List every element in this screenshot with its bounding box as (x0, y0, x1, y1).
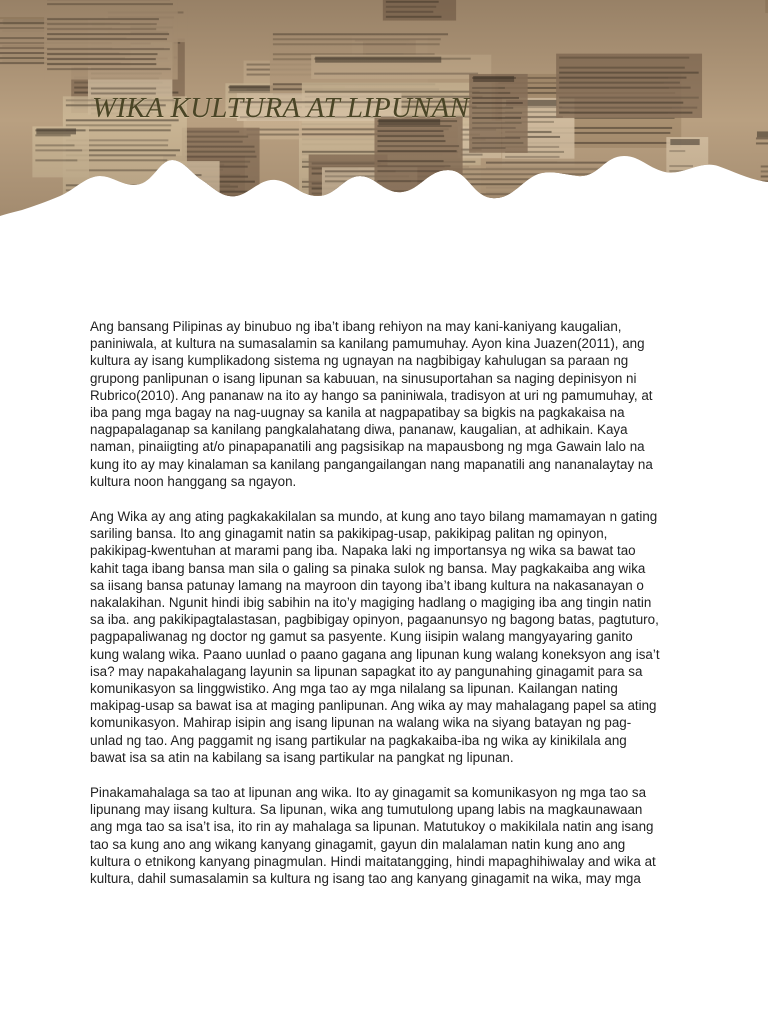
header-banner (0, 0, 768, 240)
document-title: WIKA KULTURA AT LIPUNAN (92, 92, 470, 124)
paragraph-intro: Ang bansang Pilipinas ay binubuo ng iba’t ibang rehiyon na may kani-kaniyang kaugalian, paniniwala, at kultura na sumasalamin sa kanilang pamumuhay. Ayon kina Juazen(2011), ang kultura ay isang kumplikadong sistema ng ugnayan na nagbibigay kahulugan sa paraan ng grupong panlipunan o isang lipunan sa kabuuan, na sinusuportahan sa naging depinisyon ni Rubrico(2010). Ang pananaw na ito ay hango sa paniniwala, tradisyon at uri ng pamumuhay, at iba pang mga bagay na nag-uugnay sa kanila at nagpapatibay sa bigkis na pagkakaisa na nagpapalaganap sa kanilang pangkalahatang diwa, pananaw, kaugalian, at adhikain. Kaya naman, pinaiigting at/o pinapapanatili ang pagsisikap na mapausbong ng mga Gawain lalo na kung ito ay may kinalaman sa kanilang pangangailangan nang mapanatili ang nananalaytay na kultura noon hanggang sa ngayon. (90, 319, 653, 489)
paragraph-lipunan: Pinakamahalaga sa tao at lipunan ang wika. Ito ay ginagamit sa komunikasyon ng mga tao sa lipunang may iisang kultura. Sa lipunan, wika ang tumutulong upang labis na magkaunawaan ang mga tao sa isa’t isa, ito rin ay mahalaga sa lipunan. Matutukoy o makikilala natin ang isang tao sa kung ano ang wikang kanyang ginagamit, gayun din malalaman natin kung ano ang kultura o etnikong kanyang pinagmulan. Hindi maitatangging, hindi mapaghihiwalay and wika at kultura, dahil sumasalamin sa kultura ng isang tao ang kanyang ginagamit na wika, may mga (90, 785, 656, 887)
document-body (90, 318, 690, 905)
paragraph-wika: Ang Wika ay ang ating pagkakakilalan sa mundo, at kung ano tayo bilang mamamayan n gating sariling bansa. Ito ang ginagamit natin sa pakikipag-usap, pakikipag palitan ng opinyon, pakikipag-kwentuhan at marami pang iba. Napaka laki ng importansya ng wika sa bawat tao kahit taga ibang bansa man sila o galing sa pinaka sulok ng bansa. May pagkakaiba ang wika sa iisang bansa patunay lamang na mayroon din tayong iba’t ibang kultura na nakasanayan o nakalakihan. Ngunit hindi ibig sabihin na ito’y magiging hadlang o magiging iba ang tingin natin sa iba. ang pakikipagtalastasan, pagbibigay opinyon, pagaanunsyo ng bagong batas, pagtuturo, pagpapaliwanag ng doctor ng gamut sa pasyente. Kung iisipin walang mangyayaring ganito kung walang wika. Paano uunlad o paano gagana ang lipunan kung walang koneksyon ang isa’t isa? may napakahalagang layunin sa lipunan sapagkat ito ay pangunahing ginagamit para sa komunikasyon sa linggwistiko. Ang mga tao ay mga nilalang sa lipunan. Kailangan nating makipag-usap sa bawat isa at maging panlipunan. Ang wika ay may mahalagang papel sa ating komunikasyon. Mahirap isipin ang isang lipunan na walang wika na siyang batayan ng pag- unlad ng tao. Ang paggamit ng isang partikular na pagkakaiba-iba ng wika ay kinikilala ang bawat isa sa atin na kabilang sa isang partikular na pangkat ng lipunan. (90, 509, 660, 765)
